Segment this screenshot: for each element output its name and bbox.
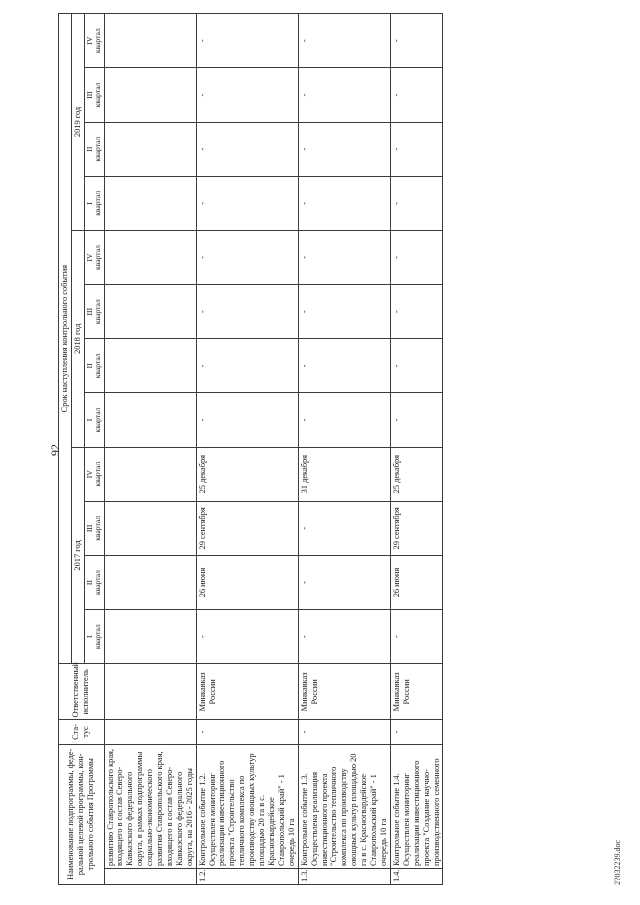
header-year-2017: 2017 год (71, 447, 84, 664)
quarter-numeral: II (84, 146, 94, 152)
quarter-word: квартал (93, 299, 103, 325)
file-name: 2?032239.doc (613, 839, 622, 885)
quarter-cell: 26 июня (390, 555, 443, 609)
quarter-cell (104, 176, 196, 230)
quarter-cell: - (298, 176, 390, 230)
quarter-numeral: I (84, 202, 94, 205)
quarter-header (84, 555, 104, 609)
quarter-cell: - (298, 555, 390, 609)
quarter-numeral: I (84, 418, 94, 422)
quarter-word: квартал (93, 136, 103, 162)
quarter-word: квартал (93, 28, 103, 54)
quarter-numeral: IV (84, 36, 94, 45)
quarter-cell (104, 285, 196, 339)
row-status: - (196, 720, 298, 744)
row-name: Контрольное событие 1.3. Осуществлена реализация инвестиционного проекта "Строительство тепличного комплекса по производству овощных культур площадью 20 га в с. Красногвардейское Ставропольский край" - 1 очередь 10 га (298, 744, 390, 868)
table-body (104, 14, 443, 885)
quarter-cell (104, 68, 196, 122)
table-row (104, 14, 196, 885)
quarter-cell: - (390, 14, 443, 68)
quarter-cell: 31 декабря (298, 447, 390, 501)
quarter-numeral: III (84, 524, 94, 533)
quarter-word: квартал (93, 461, 103, 487)
quarter-cell: 29 сентября (196, 501, 298, 555)
quarter-cell (104, 501, 196, 555)
row-status (104, 720, 196, 744)
quarter-cell: - (196, 122, 298, 176)
row-status: - (390, 720, 443, 744)
quarter-header (84, 501, 104, 555)
quarter-cell: 25 декабря (196, 447, 298, 501)
quarter-cell: - (298, 68, 390, 122)
quarter-numeral: IV (84, 253, 94, 262)
quarter-cell (104, 339, 196, 393)
quarter-cell (104, 230, 196, 284)
quarter-header (84, 68, 104, 122)
quarter-cell (104, 122, 196, 176)
quarter-cell: - (390, 610, 443, 664)
quarter-cell: - (390, 122, 443, 176)
quarter-cell: - (390, 339, 443, 393)
quarter-cell: - (390, 176, 443, 230)
quarter-word: квартал (93, 353, 103, 379)
quarter-cell: - (390, 393, 443, 447)
row-status: - (298, 720, 390, 744)
quarter-cell: - (390, 68, 443, 122)
quarter-cell: - (298, 501, 390, 555)
row-name: Контрольное событие 1.4. Осуществлен мониторинг реализации инвестиционного проекта "Создание научно-производственного семенного (390, 744, 443, 868)
quarter-cell (104, 393, 196, 447)
quarter-cell: - (196, 285, 298, 339)
quarter-cell: - (196, 14, 298, 68)
quarter-header (84, 447, 104, 501)
quarter-numeral: IV (84, 470, 94, 479)
table-row (196, 14, 298, 885)
header-year-2018: 2018 год (71, 230, 84, 447)
quarter-numeral: I (84, 635, 94, 638)
row-number: 1.4. (390, 868, 443, 884)
quarter-word: квартал (93, 82, 103, 108)
quarter-cell (104, 14, 196, 68)
quarter-header (84, 230, 104, 284)
quarter-cell: - (196, 176, 298, 230)
quarter-word: квартал (93, 245, 103, 270)
row-name: развитию Ставропольского края, входящего в состав Северо-Кавказского федерального округа, в рамках подпрограммы социально-экономического развития Ставропольского края, входящего в состав Северо-Кавказского федерального округа, на 2016 - 2025 годы (104, 744, 196, 868)
quarter-cell: - (196, 610, 298, 664)
row-number (104, 868, 196, 884)
row-responsible (104, 664, 196, 720)
quarter-cell: - (298, 285, 390, 339)
quarter-header (84, 285, 104, 339)
quarter-cell: - (196, 230, 298, 284)
header-responsible: Ответственный исполнитель (59, 664, 105, 720)
header-name: Наименование подпрограммы, феде-ральной целевой программы, кон-трольного события Программы (59, 744, 105, 884)
quarter-header (84, 610, 104, 664)
quarter-header (84, 14, 104, 68)
quarter-word: квартал (93, 515, 103, 541)
quarter-cell: - (196, 68, 298, 122)
table-row (298, 14, 390, 885)
quarter-cell: - (298, 14, 390, 68)
row-responsible: Минкавказ России (390, 664, 443, 720)
quarter-numeral: III (84, 307, 94, 316)
quarter-header (84, 176, 104, 230)
quarter-cell: 26 июня (196, 555, 298, 609)
header-term: Срок наступления контрольного события (59, 14, 72, 664)
row-name: Контрольное событие 1.2. Осуществлен мониторинг реализации инвестиционного проекта "Строительство тепличного комплекса по производству овощных культур площадью 20 га в с. Красногвардейское Ставропольский край" - 1 очередь 10 га (196, 744, 298, 868)
header-year-2019: 2019 год (71, 14, 84, 231)
quarter-cell: - (390, 230, 443, 284)
quarter-header (84, 122, 104, 176)
table-row (390, 14, 443, 885)
row-number: 1.3. (298, 868, 390, 884)
quarter-header (84, 393, 104, 447)
quarter-cell (104, 555, 196, 609)
row-number: 1.2. (196, 868, 298, 884)
quarter-cell: - (298, 122, 390, 176)
quarter-cell: - (196, 393, 298, 447)
row-responsible: Минкавказ России (196, 664, 298, 720)
control-events-table (58, 13, 443, 885)
quarter-cell (104, 610, 196, 664)
header-status: Ста-тус (59, 720, 105, 744)
quarter-header (84, 339, 104, 393)
quarter-cell: 29 сентября (390, 501, 443, 555)
quarter-cell: - (298, 339, 390, 393)
quarter-cell: - (298, 393, 390, 447)
quarter-cell: 25 декабря (390, 447, 443, 501)
page-number: 92 (48, 444, 62, 456)
quarter-cell: - (390, 285, 443, 339)
quarter-numeral: II (84, 580, 94, 586)
quarter-word: квартал (93, 624, 103, 650)
quarter-cell: - (196, 339, 298, 393)
quarter-numeral: III (84, 91, 94, 99)
row-responsible: Минкавказ России (298, 664, 390, 720)
quarter-word: квартал (93, 570, 103, 595)
quarter-word: квартал (93, 190, 103, 216)
quarter-word: квартал (93, 407, 103, 433)
quarter-cell: - (298, 230, 390, 284)
quarter-cell (104, 447, 196, 501)
quarter-cell: - (298, 610, 390, 664)
quarter-numeral: II (84, 363, 94, 369)
